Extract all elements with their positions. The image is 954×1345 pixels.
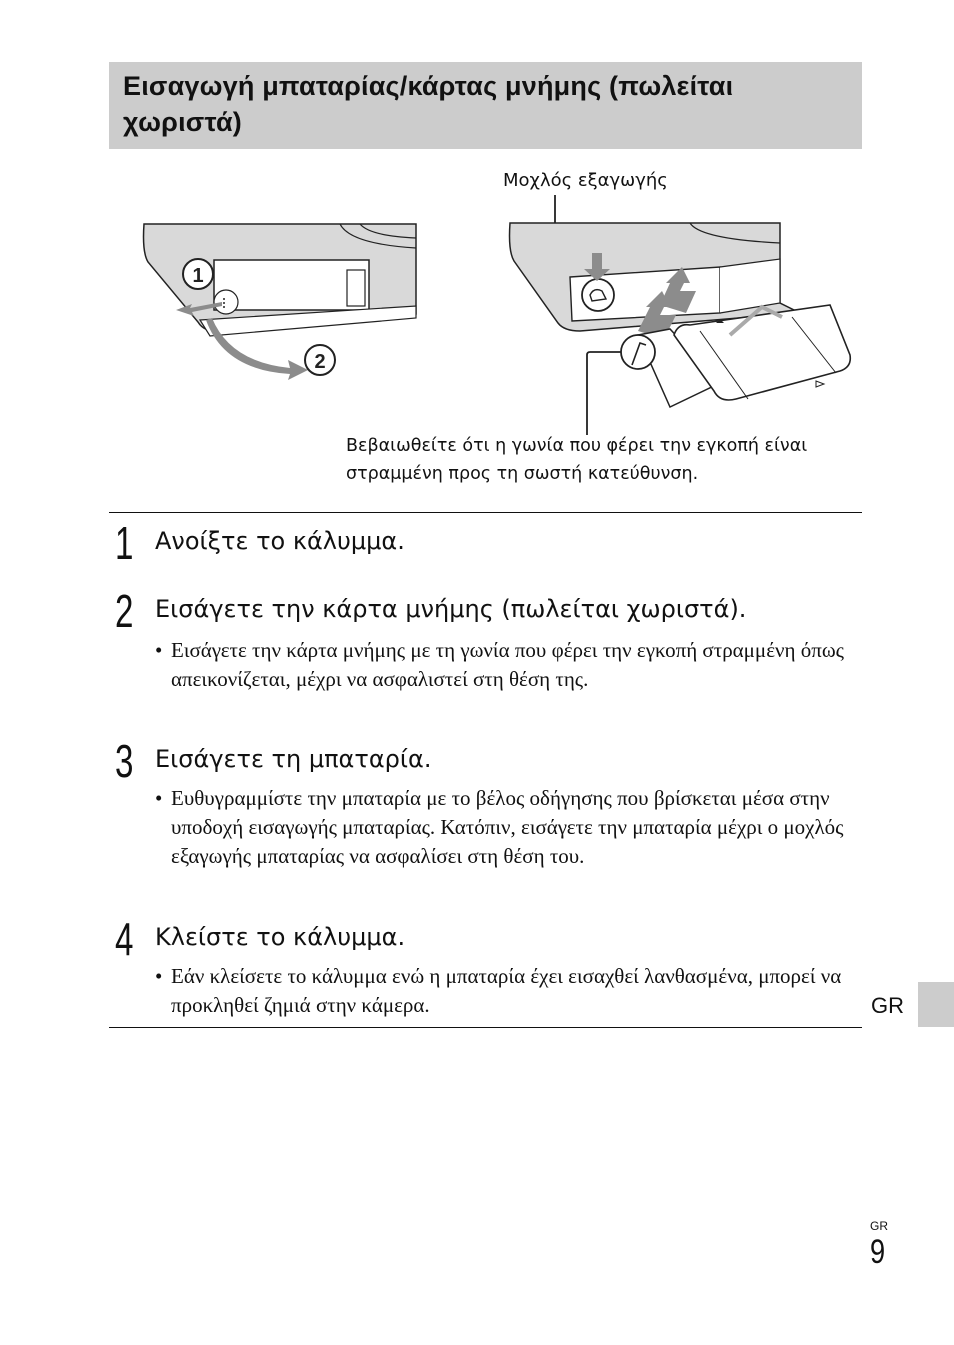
section-title: Εισαγωγή μπαταρίας/κάρτας μνήμης (πωλείται χωριστά) [123, 71, 734, 137]
step-title: Ανοίξτε το κάλυμμα. [155, 527, 405, 555]
step-number: 3 [115, 735, 134, 787]
bullet-text: Ευθυγραμμίστε την μπαταρία με το βέλος οδήγησης που βρίσκεται μέσα στην υποδοχή εισαγωγής μπαταρίας. Κατόπιν, εισάγετε την μπαταρία μέχρι ο μοχλός εξαγωγής μπαταρίας να ασφαλίσει στη θέση του. [171, 786, 844, 868]
side-language-label: GR [871, 993, 904, 1018]
side-language-tab [918, 982, 954, 1027]
open-cover-illustration [140, 222, 420, 382]
bullet-text: Εάν κλείσετε το κάλυμμα ενώ η μπαταρία έχει εισαχθεί λανθασμένα, μπορεί να προκληθεί ζημιά στην κάμερα. [171, 964, 842, 1017]
page-language: GR [870, 1219, 888, 1233]
notch-orientation-note: Βεβαιωθείτε ότι η γωνία που φέρει την εγκοπή είναι στραμμένη προς τη σωστή κατεύθυνση. [346, 436, 808, 484]
step-title: Εισάγετε τη μπαταρία. [155, 745, 432, 773]
step-bullet [155, 962, 855, 1020]
callout-1: 1 [192, 265, 204, 287]
step-title: Κλείστε το κάλυμμα. [155, 923, 406, 951]
insert-battery-illustration [500, 195, 860, 435]
page-number: 9 [870, 1233, 886, 1271]
section-divider-top [109, 512, 862, 513]
bullet-dot: • [155, 786, 163, 810]
step-number: 2 [115, 585, 134, 637]
callout-2: 2 [314, 351, 326, 373]
step-bullet [155, 784, 855, 871]
bullet-dot: • [155, 638, 163, 662]
section-title-box [109, 62, 862, 149]
section-divider-bottom [109, 1027, 862, 1028]
eject-lever-label: Μοχλός εξαγωγής [503, 170, 668, 191]
step-number: 1 [115, 517, 134, 569]
bullet-dot: • [155, 964, 163, 988]
bullet-text: Εισάγετε την κάρτα μνήμης με τη γωνία που φέρει την εγκοπή στραμμένη όπως απεικονίζεται, μέχρι να ασφαλιστεί στη θέση της. [171, 638, 844, 691]
step-number: 4 [115, 913, 134, 965]
step-bullet [155, 636, 855, 694]
step-title: Εισάγετε την κάρτα μνήμης (πωλείται χωριστά). [155, 595, 747, 623]
